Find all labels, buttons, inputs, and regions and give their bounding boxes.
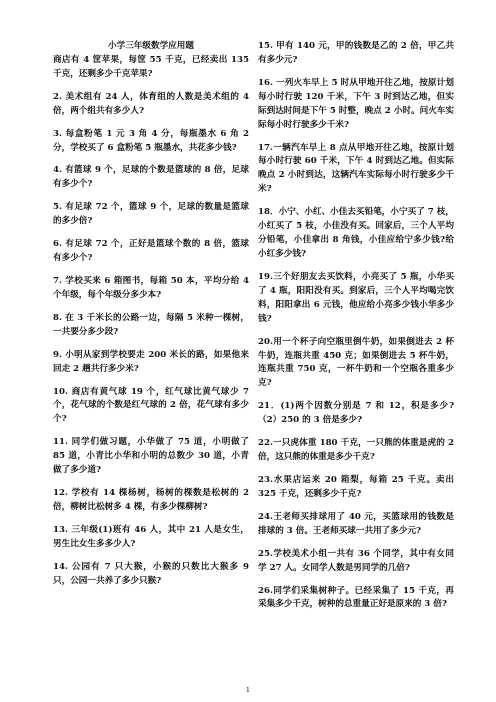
question-3: 3. 每盒粉笔 1 元 3 角 4 分，每瓶墨水 6 角 2 分，学校买了 6 盒粉笔 5 瓶墨水，共花多少钱? (53, 128, 249, 153)
page-title: 小学三年级数学应用题 (108, 41, 194, 51)
question-13: 13. 三年级(1)班有 46 人，其中 21 人是女生，男生比女生多多少人? (53, 524, 249, 549)
question-21: 21．(1)两个因数分别是 7 和 12，积是多少?（2）250 的 3 倍是多少? (258, 401, 454, 426)
question-18: 18．小宁、小红、小佳去买铅笔，小宁买了 7 枝，小红买了 5 枝，小佳没有买。回家后，三个人平均分铅笔，小佳拿出 8 角钱，小佳应给宁多少钱?给小红多少钱? (258, 207, 454, 259)
page-number: 1 (245, 686, 251, 694)
left-column (53, 40, 249, 598)
question-20: 20.用一个杯子向空瓶里倒牛奶，如果倒进去 2 杯牛奶，连瓶共重 450 克；如果倒进去 5 杯牛奶，连瓶共重 750 克，一杯牛奶和一个空瓶各重多少克? (258, 336, 454, 389)
question-15: 15. 甲有 140 元，甲的钱数是乙的 2 倍，甲乙共有多少元? (258, 41, 454, 65)
question-9: 9. 小明从家到学校要走 200 米长的路，如果他来回走 2 趟共行多少米? (53, 349, 249, 374)
question-25: 25.学校美术小组一共有 36 个同学，其中有女同学 27 人。女同学人数是男同学的几倍? (258, 548, 454, 573)
question-4: 4. 有篮球 9 个，足球的个数是篮球的 8 倍，足球有多少个? (53, 165, 249, 190)
question-12: 12. 学校有 14 棵杨树，杨树的棵数是松树的 2 倍，柳树比松树多 4 棵，有多少棵柳树? (53, 488, 249, 512)
question-14: 14. 公园有 7 只大猴，小猴的只数比大猴多 9 只，公园一共养了多少只猴? (53, 561, 249, 586)
question-22: 22.一只虎体重 180 千克，一只熊的体重是虎的 2 倍，这只熊的体重是多少千克? (258, 438, 454, 463)
question-19: 19.三个好朋友去买饮料，小亮买了 5 瓶，小华买了 4 瓶，阳阳没有买。到家后，三个人平均喝完饮料，阳阳拿出 6 元钱，他应给小亮多少钱小华多少钱? (258, 271, 454, 324)
right-column (258, 40, 454, 621)
question-16: 16. 一列火车早上 5 时从甲地开往乙地，按原计划每小时行驶 120 千米，下午 3 时到达乙地，但实际到达时间是下午 5 时整，晚点 2 小时。问火车实际每小时行驶多少千米? (258, 77, 454, 130)
question-26: 26.同学们采集树种子。已经采集了 15 千克，再采集多少千克，树种的总重量正好是原来的 3 倍? (258, 585, 454, 610)
question-10: 10. 商店有黄气球 19 个，红气球比黄气球少 7 个，花气球的个数是红气球的 2 倍，花气球有多少个? (53, 386, 249, 425)
question-24: 24.王老师买排球用了 40 元，买篮球用的钱数是排球的 3 倍。王老师买球一共用了多少元? (258, 511, 454, 536)
question-7: 7. 学校买来 6 箱图书，每箱 50 本，平均分给 4 个年级，每个年级分多少本? (53, 275, 249, 300)
question-23: 23.水果店运来 20 箱梨，每箱 25 千克。卖出 325 千克，还剩多少千克? (258, 474, 454, 499)
question-8: 8. 在 3 千米长的公路一边，每隔 5 米种一棵树，一共要分多少段? (53, 312, 249, 337)
question-1: 商店有 4 筐苹果，每筐 55 千克，已经卖出 135 千克，还剩多少千克苹果? (53, 54, 249, 79)
question-6: 6. 有足球 72 个，正好是篮球个数的 8 倍，篮球有多少个? (53, 239, 249, 264)
question-11: 11. 同学们做习题，小华做了 75 道，小明做了 85 道，小青比小华和小明的总数少 30 道，小青做了多少道? (53, 437, 249, 476)
question-2: 2. 美术组有 24 人，体育组的人数是美术组的 4 倍，两个组共有多少人? (53, 91, 249, 116)
question-17: 17.一辆汽车早上 8 点从甲地开往乙地，按原计划每小时行驶 60 千米，下午 4 时到达乙地。但实际晚点 2 小时到达，这辆汽车实际每小时行驶多少千米? (258, 142, 454, 195)
question-5: 5. 有足球 72 个，篮球 9 个，足球的数量是篮球的多少倍? (53, 202, 249, 227)
